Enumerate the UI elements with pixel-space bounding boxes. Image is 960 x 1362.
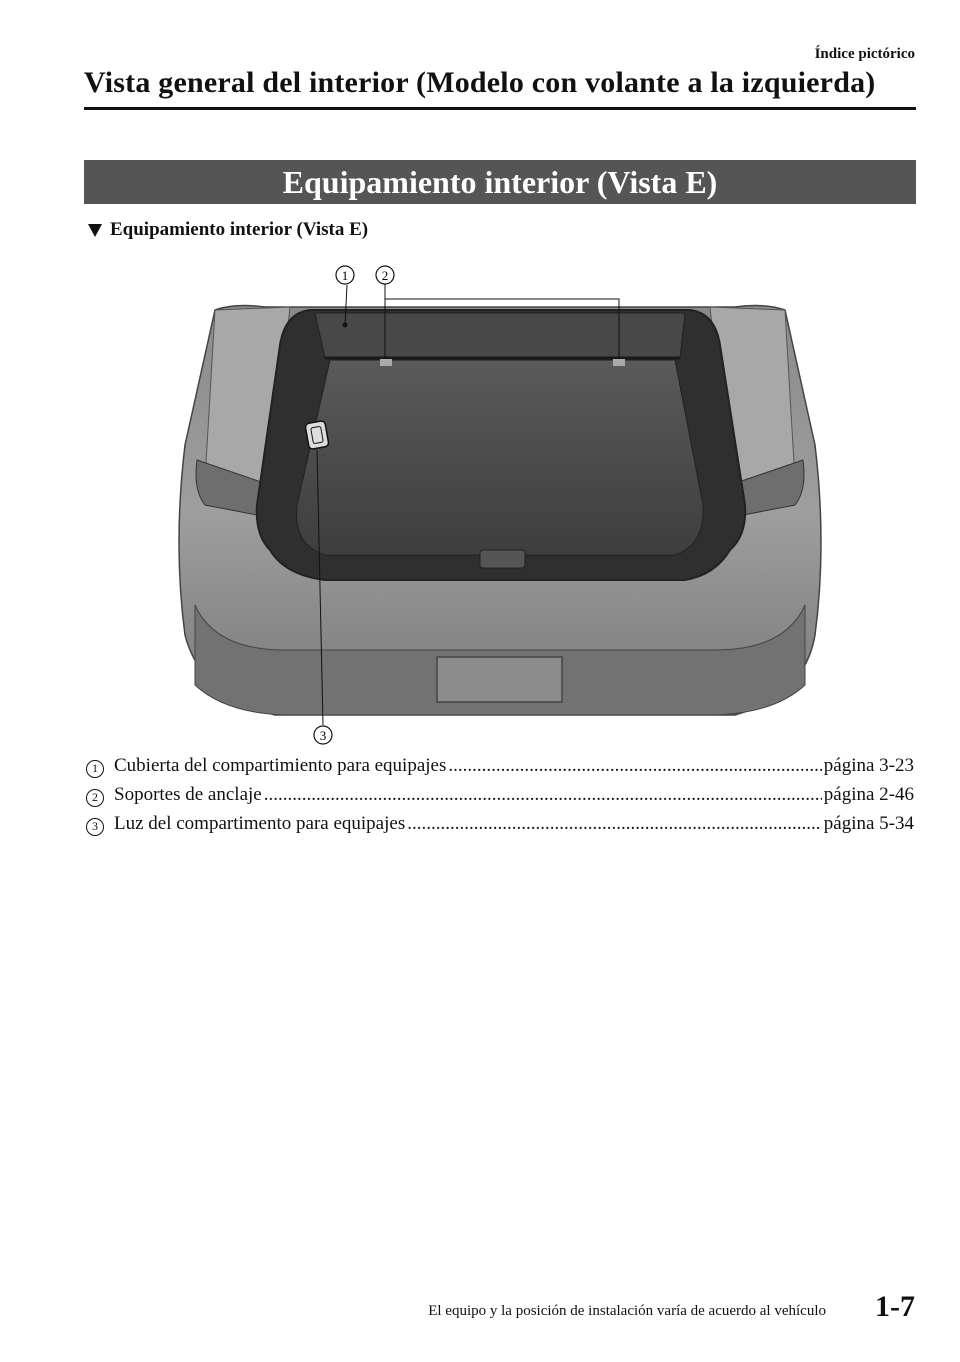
subheading (88, 219, 368, 241)
callout-2-label: 2 (381, 268, 389, 283)
legend-number: 2 (86, 789, 104, 807)
page-reference: página 3-23 (823, 755, 914, 776)
legend-text: Soportes de anclaje (114, 784, 262, 805)
leader-dots (264, 784, 822, 806)
legend-number: 3 (86, 818, 104, 836)
page-title: Vista general del interior (Modelo con volante a la izquierda) (84, 66, 876, 99)
trunk-light (305, 420, 329, 449)
trunk-floor (297, 360, 704, 555)
legend-number: 1 (86, 760, 104, 778)
title-divider (84, 107, 916, 110)
page-reference: página 2-46 (823, 784, 914, 805)
trunk-latch (480, 550, 525, 568)
legend-item (84, 813, 914, 842)
footer-note: El equipo y la posición de instalación varía de acuerdo al vehículo (428, 1303, 826, 1319)
section-banner (84, 160, 916, 204)
cargo-cover (315, 313, 685, 358)
car-trunk-figure (175, 255, 825, 755)
banner-title: Equipamiento interior (Vista E) (282, 163, 718, 200)
callout-1-label: 1 (341, 268, 349, 283)
legend-text: Cubierta del compartimiento para equipajes (114, 755, 447, 776)
subheading-text: Equipamiento interior (Vista E) (110, 219, 369, 240)
triangle-bullet-icon (88, 224, 102, 237)
legend-text: Luz del compartimento para equipajes (114, 813, 406, 834)
anchor-right (613, 359, 625, 366)
callout-3-label: 3 (319, 728, 327, 743)
anchor-left (380, 359, 392, 366)
section-label: Índice pictórico (814, 46, 915, 62)
car-trunk-illustration (175, 255, 825, 755)
leader-dots (448, 755, 821, 777)
legend-item (84, 784, 914, 813)
legend-item (84, 755, 914, 784)
page-reference: página 5-34 (823, 813, 914, 834)
license-plate-area (437, 657, 562, 702)
legend-list (84, 755, 914, 842)
leader-dots (407, 813, 822, 835)
callout-1-dot (343, 323, 348, 328)
page-number: 1-7 (875, 1290, 915, 1323)
